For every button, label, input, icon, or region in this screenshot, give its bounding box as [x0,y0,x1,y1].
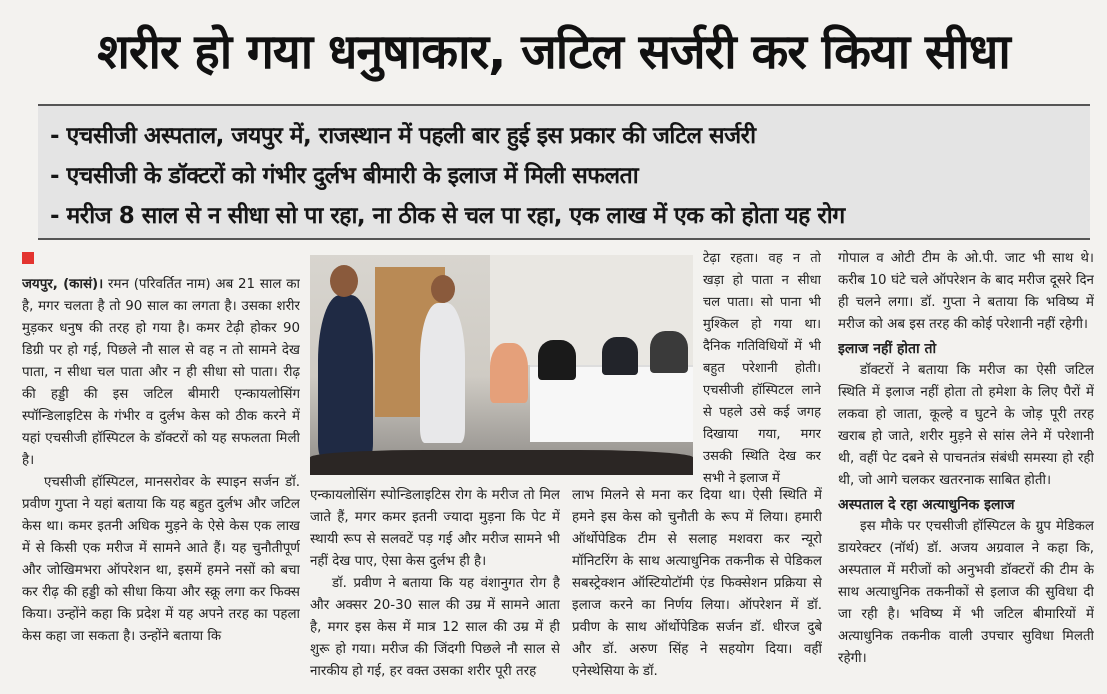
press-conference-photo [310,255,693,475]
photo-patient [420,303,465,443]
section-marker-icon [22,252,300,274]
article-column-2 [310,485,560,685]
headline: शरीर हो गया धनुषाकार, जटिल सर्जरी कर किया सीधा [97,23,1010,80]
article-column-3-top [703,248,821,488]
subheadline-1: - एचसीजी अस्पताल, जयपुर में, राजस्थान में पहली बार हुई इस प्रकार की जटिल सर्जरी [50,123,756,149]
article-column-4 [838,248,1094,688]
photo-speaker-head [330,265,358,297]
photo-doctor-2 [538,340,576,380]
paragraph: डॉक्टरों ने बताया कि मरीज का ऐसी जटिल स्थिति में इलाज नहीं होता तो हमेशा के लिए पैरों में लकवा हो जाता, कूल्हे व घुटने के जोड़ पूरी तरह खराब हो जाते, शरीर मुड़ने से सांस लेने में परेशानी थी, वहीं पेट दबने से पाचनतंत्र संबंधी समस्या हो रही थी, जो आगे चलकर खतरनाक साबित होती। [838,363,1094,488]
section-subheading: इलाज नहीं होता तो [838,341,937,357]
paragraph: इस मौके पर एचसीजी हॉस्पिटल के ग्रुप मेडिकल डायरेक्टर (नॉर्थ) डॉ. अजय अग्रवाल ने कहा कि, अस्पताल में मरीजों को अनुभवी डॉक्टरों की टीम के साथ अत्याधुनिक तकनीकों से इलाज की सुविधा दी जा रही है। भविष्य में भी जटिल बीमारियों में अत्याधुनिक तकनीक वाली उपचार सुविधा मिलती रहेगी। [838,519,1094,666]
photo-audience [310,450,693,475]
paragraph: टेढ़ा रहता। वह न तो खड़ा हो पाता न सीधा चल पाता। सो पाना भी मुश्किल हो गया था। दैनिक गतिविधियों में भी बहुत परेशानी होती। एचसीजी हॉस्पिटल लाने से पहले उसे कई जगह दिखाया गया, मगर उसकी स्थिति देख कर सभी ने इलाज में [703,251,821,486]
paragraph: गोपाल व ओटी टीम के ओ.पी. जाट भी साथ थे। करीब 10 घंटे चले ऑपरेशन के बाद मरीज दूसरे दिन ही चलने लगा। डॉ. गुप्ता ने बताया कि भविष्य में मरीज को अब इस तरह की कोई परेशानी नहीं रहेगी। [838,251,1094,332]
section-subheading: अस्पताल दे रहा अत्याधुनिक इलाज [838,497,1015,513]
subheadline-3: - मरीज 8 साल से न सीधा सो पा रहा, ना ठीक से चल पा रहा, एक लाख में एक को होता यह रोग [50,203,845,229]
paragraph [22,274,300,472]
article-column-1 [22,252,300,688]
photo-doctor-1 [490,343,528,403]
paragraph: डॉ. प्रवीण ने बताया कि यह वंशानुगत रोग है और अक्सर 20-30 साल की उम्र में सामने आता है, मगर इस केस में मात्र 12 साल की उम्र में ही शुरू हो गया। मरीज की जिंदगी पिछले नौ साल से नारकीय हो गई, हर वक्त उसका शरीर पूरी तरह [310,576,560,679]
paragraph-text: रमन (परिवर्तित नाम) अब 21 साल का है, मगर चलता है तो 90 साल का लगता है। उसका शरीर मुड़कर धनुष की तरह हो गया है। कमर टेढ़ी होकर 90 डिग्री पर हो गई, पिछले नौ साल से वह न तो सामने देख पाता, न सीधा चल पाता और न ही सीधा सो पाता। रीढ़ की हड्डी की इस जटिल बीमारी एन्कायलोसिंग स्पॉन्डिलाइटिस के गंभीर व दुर्लभ केस को ठीक करने में यहां एचसीजी हॉस्पिटल के डॉक्टरों को यह सफलता मिली है। [22,277,300,468]
photo-patient-head [431,275,455,303]
article-column-3 [572,485,822,685]
photo-doctor-4 [650,331,688,373]
dateline: जयपुर, (कासं)। [22,277,104,292]
paragraph: एन्कायलोसिंग स्पोन्डिलाइटिस रोग के मरीज तो मिल जाते हैं, मगर कमर इतनी ज्यादा मुड़ना कि पेट में स्थायी रूप से सलवटें पड़ गई और मरीज सामने भी नहीं देख पाए, ऐसा केस दुर्लभ ही है। [310,488,560,569]
photo-doctor-3 [602,337,638,375]
photo-speaker [318,295,373,460]
paragraph: एचसीजी हॉस्पिटल, मानसरोवर के स्पाइन सर्जन डॉ. प्रवीण गुप्ता ने यहां बताया कि यह बहुत दुर्लभ और जटिल केस था। कमर इतनी अधिक मुड़ने के ऐसे केस एक लाख में से किसी एक मरीज में सामने आते हैं। यह चुनौतीपूर्ण और जोखिमभरा ऑपरेशन था, इसमें हमने नसों को बचा कर रीढ़ की हड्डी को सीधा किया और स्क्रू लगा कर फिक्स किया। उन्होंने कहा कि प्रदेश में यह अपने तरह का पहला केस कहा जा सकता है। उन्होंने बताया कि [22,475,300,644]
subheadline-2: - एचसीजी के डॉक्टरों को गंभीर दुर्लभ बीमारी के इलाज में मिली सफलता [50,163,639,189]
subheadline-band [38,104,1090,240]
paragraph: लाभ मिलने से मना कर दिया था। ऐसी स्थिति में हमने इस केस को चुनौती के रूप में लिया। हमारी ऑर्थोपेडिक टीम से सलाह मशवरा कर न्यूरो मॉनिटरिंग के साथ अत्याधुनिक तकनीक से पेडिकल सबस्ट्रेक्शन ऑस्टियोटॉमी एंड फिक्सेशन प्रक्रिया से इलाज करने का निर्णय लिया। ऑपरेशन में डॉ. प्रवीण के साथ ऑर्थोपेडिक सर्जन डॉ. धीरज दुबे और डॉ. अरुण सिंह ने सहयोग दिया। वहीं एनेस्थेसिया के डॉ. [572,488,822,679]
